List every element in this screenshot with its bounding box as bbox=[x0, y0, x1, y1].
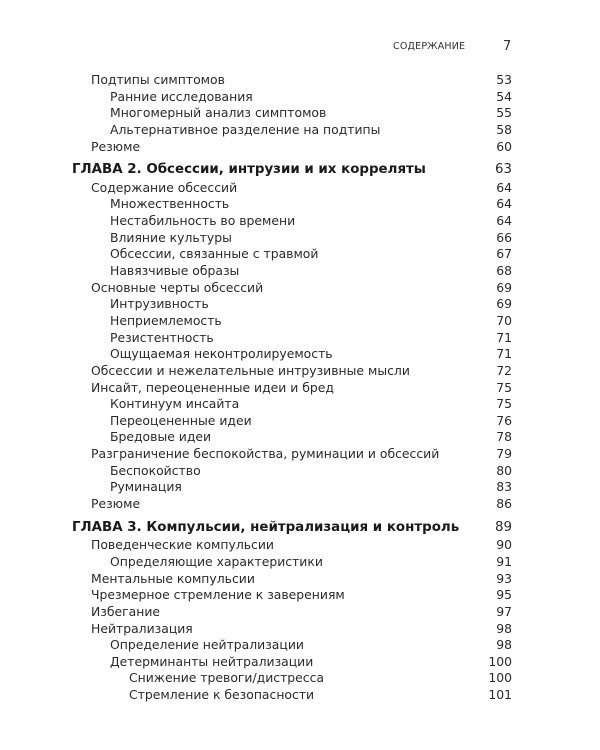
toc-entry-page: 75 bbox=[496, 396, 512, 412]
toc-entry-page: 70 bbox=[496, 312, 512, 328]
toc-entry-page: 91 bbox=[496, 553, 512, 569]
toc-entry bbox=[0, 479, 600, 496]
toc-entry-title: Обсессии и нежелательные интрузивные мысли bbox=[91, 362, 410, 378]
toc-entry-page: 101 bbox=[488, 687, 512, 703]
toc-entry bbox=[0, 89, 600, 106]
toc-entry bbox=[0, 654, 600, 671]
toc-entry-title: Ранние исследования bbox=[110, 88, 253, 104]
toc-entry-page: 69 bbox=[496, 279, 512, 295]
toc-entry-title: Подтипы симптомов bbox=[91, 72, 225, 87]
toc-entry-page: 97 bbox=[496, 603, 512, 619]
toc-entry-page: 58 bbox=[496, 121, 512, 137]
toc-entry bbox=[0, 621, 600, 638]
toc-entry bbox=[0, 670, 600, 687]
toc-entry-page: 76 bbox=[496, 412, 512, 428]
toc-entry-page: 93 bbox=[496, 570, 512, 586]
toc-entry-page: 95 bbox=[496, 587, 512, 603]
toc-entry-page: 89 bbox=[494, 519, 512, 535]
toc-entry-title: Переоцененные идеи bbox=[110, 412, 252, 428]
toc-entry bbox=[0, 496, 600, 513]
toc-entry-title: Инсайт, переоцененные идеи и бред bbox=[91, 379, 334, 395]
toc-entry-title: Определение нейтрализации bbox=[110, 637, 304, 653]
toc-entry-page: 78 bbox=[496, 429, 512, 445]
toc-entry-title: ГЛАВА 3. Компульсии, нейтрализация и контроль bbox=[72, 519, 460, 535]
toc-entry-title: Резистентность bbox=[110, 329, 214, 345]
toc-entry-title: Ментальные компульсии bbox=[91, 570, 255, 586]
toc-entry-title: Разграничение беспокойства, руминации и обсессий bbox=[91, 446, 440, 462]
toc-entry bbox=[0, 463, 600, 480]
toc-entry-title: Стремление к безопасности bbox=[129, 687, 315, 703]
toc-entry-page: 54 bbox=[496, 88, 512, 104]
toc-entry bbox=[0, 637, 600, 654]
toc-entry bbox=[0, 687, 600, 704]
toc-entry-title: Многомерный анализ симптомов bbox=[110, 105, 327, 121]
toc-entry-title: Чрезмерное стремление к заверениям bbox=[91, 587, 345, 603]
toc-entry-page: 69 bbox=[496, 296, 512, 312]
toc-entry-title: Ощущаемая неконтролируемость bbox=[110, 346, 333, 362]
table-of-contents bbox=[0, 72, 600, 704]
toc-entry-title: Определяющие характеристики bbox=[110, 553, 323, 569]
toc-entry-page: 60 bbox=[496, 138, 512, 154]
toc-entry-page: 68 bbox=[496, 263, 512, 279]
toc-entry-page: 75 bbox=[496, 379, 512, 395]
toc-entry-title: Беспокойство bbox=[110, 462, 201, 478]
toc-entry-title: Руминация bbox=[110, 479, 182, 495]
toc-entry-title: Поведенческие компульсии bbox=[91, 537, 274, 553]
toc-entry bbox=[0, 537, 600, 554]
toc-entry-page: 72 bbox=[496, 362, 512, 378]
toc-entry-title: Нестабильность во времени bbox=[110, 213, 296, 229]
toc-entry-page: 100 bbox=[488, 653, 512, 669]
toc-entry-page: 83 bbox=[496, 479, 512, 495]
toc-entry-title: Детерминанты нейтрализации bbox=[110, 653, 314, 669]
toc-entry-title: Резюме bbox=[91, 138, 141, 154]
toc-entry bbox=[0, 587, 600, 604]
toc-entry-page: 79 bbox=[496, 446, 512, 462]
toc-entry-page: 71 bbox=[496, 329, 512, 345]
toc-entry bbox=[0, 554, 600, 571]
toc-entry bbox=[0, 346, 600, 363]
toc-entry bbox=[0, 571, 600, 588]
toc-entry-title: Содержание обсессий bbox=[91, 179, 238, 195]
toc-entry-title: Основные черты обсессий bbox=[91, 279, 264, 295]
toc-entry bbox=[0, 180, 600, 197]
toc-entry-title: Альтернативное разделение на подтипы bbox=[110, 121, 381, 137]
toc-entry-page: 100 bbox=[488, 670, 512, 686]
toc-entry bbox=[0, 122, 600, 139]
toc-entry bbox=[0, 380, 600, 397]
toc-entry bbox=[0, 413, 600, 430]
toc-entry bbox=[0, 196, 600, 213]
toc-entry bbox=[0, 246, 600, 263]
toc-entry-page: 98 bbox=[496, 620, 512, 636]
section-title: СОДЕРЖАНИЕ bbox=[393, 41, 466, 52]
toc-entry-page: 53 bbox=[496, 72, 512, 87]
toc-entry-page: 55 bbox=[496, 105, 512, 121]
toc-entry-page: 64 bbox=[496, 213, 512, 229]
toc-entry bbox=[0, 313, 600, 330]
toc-entry bbox=[0, 139, 600, 156]
toc-entry bbox=[0, 280, 600, 297]
toc-chapter-entry bbox=[0, 162, 600, 179]
toc-entry-title: Неприемлемость bbox=[110, 312, 222, 328]
page-number: 7 bbox=[503, 39, 512, 54]
toc-entry-title: Бредовые идеи bbox=[110, 429, 212, 445]
toc-entry bbox=[0, 105, 600, 122]
toc-entry-title: Резюме bbox=[91, 496, 141, 512]
toc-entry-page: 86 bbox=[496, 496, 512, 512]
toc-entry bbox=[0, 330, 600, 347]
toc-entry-page: 64 bbox=[496, 196, 512, 212]
toc-entry-title: Влияние культуры bbox=[110, 229, 232, 245]
toc-entry-title: Нейтрализация bbox=[91, 620, 193, 636]
toc-entry-title: ГЛАВА 2. Обсессии, интрузии и их корреляты bbox=[72, 162, 426, 178]
toc-entry-page: 64 bbox=[496, 179, 512, 195]
toc-entry bbox=[0, 363, 600, 380]
toc-entry-page: 63 bbox=[494, 162, 512, 178]
toc-entry-page: 98 bbox=[496, 637, 512, 653]
toc-entry bbox=[0, 263, 600, 280]
toc-entry-title: Интрузивность bbox=[110, 296, 209, 312]
toc-entry bbox=[0, 604, 600, 621]
toc-entry-page: 67 bbox=[496, 246, 512, 262]
toc-entry-title: Обсессии, связанные с травмой bbox=[110, 246, 319, 262]
toc-entry bbox=[0, 72, 600, 89]
toc-entry-title: Снижение тревоги/дистресса bbox=[129, 670, 324, 686]
toc-chapter-entry bbox=[0, 520, 600, 537]
toc-entry bbox=[0, 296, 600, 313]
toc-entry bbox=[0, 213, 600, 230]
toc-entry-page: 90 bbox=[496, 537, 512, 553]
toc-entry-title: Избегание bbox=[91, 603, 161, 619]
toc-entry-title: Навязчивые образы bbox=[110, 263, 240, 279]
toc-entry-title: Континуум инсайта bbox=[110, 396, 240, 412]
toc-entry bbox=[0, 230, 600, 247]
toc-entry-page: 66 bbox=[496, 229, 512, 245]
toc-entry-page: 80 bbox=[496, 462, 512, 478]
toc-entry-title: Множественность bbox=[110, 196, 230, 212]
toc-entry bbox=[0, 429, 600, 446]
toc-entry bbox=[0, 396, 600, 413]
toc-entry bbox=[0, 446, 600, 463]
toc-entry-page: 71 bbox=[496, 346, 512, 362]
